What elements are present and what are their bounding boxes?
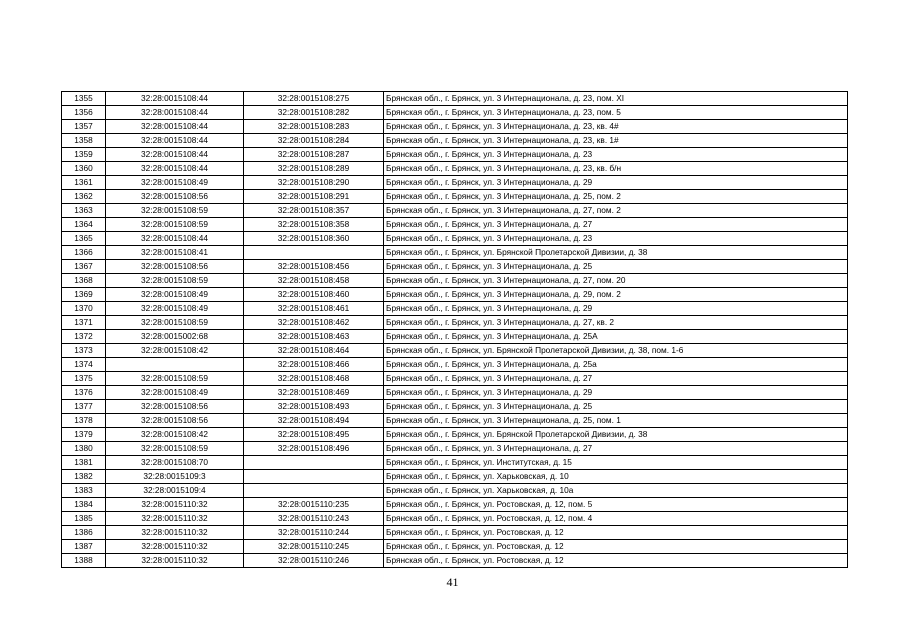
table-row: [62, 190, 848, 204]
object-number-cell: [244, 456, 384, 470]
object-number-cell: 32:28:0015108:360: [244, 232, 384, 246]
address-cell: Брянская обл., г. Брянск, ул. 3 Интернационала, д. 25А: [384, 330, 848, 344]
table-row: [62, 204, 848, 218]
table-row: [62, 246, 848, 260]
table-row: [62, 148, 848, 162]
address-cell: Брянская обл., г. Брянск, ул. Ростовская, д. 12: [384, 526, 848, 540]
row-number-cell: 1374: [62, 358, 106, 372]
table-row: [62, 526, 848, 540]
address-cell: Брянская обл., г. Брянск, ул. 3 Интернационала, д. 23, пом. 5: [384, 106, 848, 120]
row-number-cell: 1359: [62, 148, 106, 162]
table-row: [62, 288, 848, 302]
address-cell: Брянская обл., г. Брянск, ул. 3 Интернационала, д. 27, пом. 20: [384, 274, 848, 288]
row-number-cell: 1384: [62, 498, 106, 512]
address-cell: Брянская обл., г. Брянск, ул. 3 Интернационала, д. 27, пом. 2: [384, 204, 848, 218]
table-row: [62, 176, 848, 190]
table-row: [62, 358, 848, 372]
object-number-cell: 32:28:0015110:243: [244, 512, 384, 526]
row-number-cell: 1365: [62, 232, 106, 246]
address-cell: Брянская обл., г. Брянск, ул. 3 Интернационала, д. 23: [384, 232, 848, 246]
address-cell: Брянская обл., г. Брянск, ул. 3 Интернационала, д. 25: [384, 400, 848, 414]
object-number-cell: 32:28:0015110:246: [244, 554, 384, 568]
row-number-cell: 1383: [62, 484, 106, 498]
object-number-cell: 32:28:0015110:245: [244, 540, 384, 554]
address-cell: Брянская обл., г. Брянск, ул. 3 Интернационала, д. 23, кв. 4#: [384, 120, 848, 134]
parcel-number-cell: 32:28:0015108:49: [106, 302, 244, 316]
parcel-number-cell: 32:28:0015108:42: [106, 344, 244, 358]
table-row: [62, 484, 848, 498]
parcel-number-cell: 32:28:0015108:44: [106, 92, 244, 106]
object-number-cell: [244, 470, 384, 484]
parcel-number-cell: 32:28:0015109:4: [106, 484, 244, 498]
address-cell: Брянская обл., г. Брянск, ул. 3 Интернационала, д. 27: [384, 442, 848, 456]
table-row: [62, 540, 848, 554]
row-number-cell: 1382: [62, 470, 106, 484]
address-cell: Брянская обл., г. Брянск, ул. 3 Интернационала, д. 25а: [384, 358, 848, 372]
object-number-cell: 32:28:0015108:283: [244, 120, 384, 134]
object-number-cell: 32:28:0015108:282: [244, 106, 384, 120]
row-number-cell: 1370: [62, 302, 106, 316]
parcel-number-cell: 32:28:0015108:59: [106, 442, 244, 456]
address-cell: Брянская обл., г. Брянск, ул. 3 Интернационала, д. 25, пом. 2: [384, 190, 848, 204]
parcel-number-cell: 32:28:0015108:56: [106, 414, 244, 428]
row-number-cell: 1364: [62, 218, 106, 232]
address-cell: Брянская обл., г. Брянск, ул. Харьковская, д. 10а: [384, 484, 848, 498]
parcel-number-cell: 32:28:0015108:44: [106, 120, 244, 134]
object-number-cell: 32:28:0015110:244: [244, 526, 384, 540]
object-number-cell: 32:28:0015108:357: [244, 204, 384, 218]
table-row: [62, 470, 848, 484]
row-number-cell: 1363: [62, 204, 106, 218]
parcel-number-cell: 32:28:0015110:32: [106, 554, 244, 568]
object-number-cell: 32:28:0015108:458: [244, 274, 384, 288]
parcel-number-cell: 32:28:0015110:32: [106, 526, 244, 540]
table-row: [62, 414, 848, 428]
table-row: [62, 92, 848, 106]
object-number-cell: 32:28:0015108:493: [244, 400, 384, 414]
row-number-cell: 1369: [62, 288, 106, 302]
table-row: [62, 372, 848, 386]
parcel-number-cell: 32:28:0015108:49: [106, 386, 244, 400]
object-number-cell: 32:28:0015108:462: [244, 316, 384, 330]
address-cell: Брянская обл., г. Брянск, ул. 3 Интернационала, д. 25, пом. 1: [384, 414, 848, 428]
object-number-cell: 32:28:0015108:287: [244, 148, 384, 162]
object-number-cell: 32:28:0015108:464: [244, 344, 384, 358]
row-number-cell: 1367: [62, 260, 106, 274]
address-cell: Брянская обл., г. Брянск, ул. 3 Интернационала, д. 25: [384, 260, 848, 274]
parcel-number-cell: 32:28:0015108:59: [106, 274, 244, 288]
table-row: [62, 456, 848, 470]
object-number-cell: [244, 246, 384, 260]
table-row: [62, 134, 848, 148]
object-number-cell: 32:28:0015108:289: [244, 162, 384, 176]
address-cell: Брянская обл., г. Брянск, ул. 3 Интернационала, д. 23, кв. б/н: [384, 162, 848, 176]
row-number-cell: 1376: [62, 386, 106, 400]
row-number-cell: 1368: [62, 274, 106, 288]
object-number-cell: 32:28:0015108:290: [244, 176, 384, 190]
address-cell: Брянская обл., г. Брянск, ул. 3 Интернационала, д. 23: [384, 148, 848, 162]
parcel-number-cell: 32:28:0015110:32: [106, 540, 244, 554]
object-number-cell: 32:28:0015108:456: [244, 260, 384, 274]
table-row: [62, 512, 848, 526]
table-row: [62, 302, 848, 316]
parcel-number-cell: 32:28:0015110:32: [106, 498, 244, 512]
row-number-cell: 1377: [62, 400, 106, 414]
row-number-cell: 1355: [62, 92, 106, 106]
parcel-number-cell: 32:28:0015108:44: [106, 148, 244, 162]
row-number-cell: 1366: [62, 246, 106, 260]
address-cell: Брянская обл., г. Брянск, ул. 3 Интернационала, д. 29: [384, 302, 848, 316]
object-number-cell: 32:28:0015108:468: [244, 372, 384, 386]
object-number-cell: 32:28:0015108:358: [244, 218, 384, 232]
parcel-number-cell: 32:28:0015108:70: [106, 456, 244, 470]
page-number: 41: [446, 575, 459, 589]
address-cell: Брянская обл., г. Брянск, ул. Брянской Пролетарской Дивизии, д. 38: [384, 246, 848, 260]
address-cell: Брянская обл., г. Брянск, ул. Институтская, д. 15: [384, 456, 848, 470]
row-number-cell: 1381: [62, 456, 106, 470]
object-number-cell: 32:28:0015108:494: [244, 414, 384, 428]
parcel-number-cell: 32:28:0015108:56: [106, 400, 244, 414]
parcel-number-cell: 32:28:0015108:59: [106, 372, 244, 386]
parcel-number-cell: 32:28:0015108:59: [106, 204, 244, 218]
address-cell: Брянская обл., г. Брянск, ул. 3 Интернационала, д. 29: [384, 386, 848, 400]
address-cell: Брянская обл., г. Брянск, ул. 3 Интернационала, д. 23, пом. XI: [384, 92, 848, 106]
table-row: [62, 106, 848, 120]
table-row: [62, 218, 848, 232]
table-row: [62, 344, 848, 358]
object-number-cell: 32:28:0015108:495: [244, 428, 384, 442]
table-row: [62, 498, 848, 512]
address-cell: Брянская обл., г. Брянск, ул. 3 Интернационала, д. 27: [384, 218, 848, 232]
table-row: [62, 120, 848, 134]
parcel-number-cell: 32:28:0015108:44: [106, 162, 244, 176]
table-row: [62, 442, 848, 456]
object-number-cell: 32:28:0015108:275: [244, 92, 384, 106]
object-number-cell: 32:28:0015108:460: [244, 288, 384, 302]
table-row: [62, 260, 848, 274]
object-number-cell: 32:28:0015108:284: [244, 134, 384, 148]
parcel-number-cell: 32:28:0015108:59: [106, 218, 244, 232]
address-cell: Брянская обл., г. Брянск, ул. Харьковская, д. 10: [384, 470, 848, 484]
table-row: [62, 400, 848, 414]
table-row: [62, 162, 848, 176]
address-cell: Брянская обл., г. Брянск, ул. 3 Интернационала, д. 27, кв. 2: [384, 316, 848, 330]
address-cell: Брянская обл., г. Брянск, ул. 3 Интернационала, д. 27: [384, 372, 848, 386]
row-number-cell: 1357: [62, 120, 106, 134]
table-row: [62, 232, 848, 246]
row-number-cell: 1386: [62, 526, 106, 540]
row-number-cell: 1380: [62, 442, 106, 456]
row-number-cell: 1358: [62, 134, 106, 148]
row-number-cell: 1371: [62, 316, 106, 330]
table-row: [62, 386, 848, 400]
parcel-number-cell: 32:28:0015108:49: [106, 288, 244, 302]
address-cell: Брянская обл., г. Брянск, ул. Ростовская, д. 12: [384, 540, 848, 554]
parcel-number-cell: 32:28:0015109:3: [106, 470, 244, 484]
row-number-cell: 1356: [62, 106, 106, 120]
parcel-number-cell: [106, 358, 244, 372]
parcel-number-cell: 32:28:0015108:41: [106, 246, 244, 260]
row-number-cell: 1379: [62, 428, 106, 442]
object-number-cell: 32:28:0015110:235: [244, 498, 384, 512]
row-number-cell: 1387: [62, 540, 106, 554]
object-number-cell: 32:28:0015108:469: [244, 386, 384, 400]
object-number-cell: 32:28:0015108:291: [244, 190, 384, 204]
parcel-number-cell: 32:28:0015108:56: [106, 260, 244, 274]
row-number-cell: 1362: [62, 190, 106, 204]
row-number-cell: 1378: [62, 414, 106, 428]
parcel-number-cell: 32:28:0015110:32: [106, 512, 244, 526]
row-number-cell: 1388: [62, 554, 106, 568]
table-row: [62, 428, 848, 442]
table-row: [62, 274, 848, 288]
parcel-number-cell: 32:28:0015108:49: [106, 176, 244, 190]
table-row: [62, 330, 848, 344]
parcel-number-cell: 32:28:0015108:56: [106, 190, 244, 204]
object-number-cell: 32:28:0015108:496: [244, 442, 384, 456]
table-row: [62, 316, 848, 330]
address-cell: Брянская обл., г. Брянск, ул. Брянской Пролетарской Дивизии, д. 38: [384, 428, 848, 442]
address-cell: Брянская обл., г. Брянск, ул. Ростовская, д. 12: [384, 554, 848, 568]
object-number-cell: 32:28:0015108:461: [244, 302, 384, 316]
row-number-cell: 1360: [62, 162, 106, 176]
address-cell: Брянская обл., г. Брянск, ул. Ростовская, д. 12, пом. 5: [384, 498, 848, 512]
table-row: [62, 554, 848, 568]
address-cell: Брянская обл., г. Брянск, ул. 3 Интернационала, д. 23, кв. 1#: [384, 134, 848, 148]
address-cell: Брянская обл., г. Брянск, ул. Ростовская, д. 12, пом. 4: [384, 512, 848, 526]
row-number-cell: 1373: [62, 344, 106, 358]
address-cell: Брянская обл., г. Брянск, ул. 3 Интернационала, д. 29, пом. 2: [384, 288, 848, 302]
parcel-number-cell: 32:28:0015108:44: [106, 134, 244, 148]
row-number-cell: 1385: [62, 512, 106, 526]
object-number-cell: 32:28:0015108:463: [244, 330, 384, 344]
parcel-number-cell: 32:28:0015002:68: [106, 330, 244, 344]
table-body: [62, 92, 848, 568]
parcel-number-cell: 32:28:0015108:44: [106, 232, 244, 246]
parcel-number-cell: 32:28:0015108:42: [106, 428, 244, 442]
address-cell: Брянская обл., г. Брянск, ул. Брянской Пролетарской Дивизии, д. 38, пом. 1-6: [384, 344, 848, 358]
object-number-cell: 32:28:0015108:466: [244, 358, 384, 372]
cadastral-registry-table: [61, 91, 848, 568]
parcel-number-cell: 32:28:0015108:59: [106, 316, 244, 330]
parcel-number-cell: 32:28:0015108:44: [106, 106, 244, 120]
address-cell: Брянская обл., г. Брянск, ул. 3 Интернационала, д. 29: [384, 176, 848, 190]
row-number-cell: 1375: [62, 372, 106, 386]
object-number-cell: [244, 484, 384, 498]
row-number-cell: 1361: [62, 176, 106, 190]
row-number-cell: 1372: [62, 330, 106, 344]
